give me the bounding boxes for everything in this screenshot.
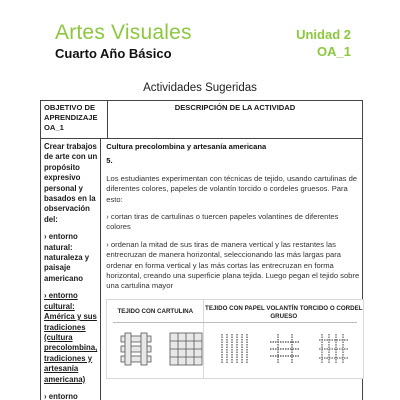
activity-title: Cultura precolombina y artesanía americana bbox=[106, 142, 267, 151]
objective-item-natural: › entorno natural: naturaleza y paisaje americano bbox=[44, 232, 90, 283]
figure-divider bbox=[113, 322, 357, 323]
objective-item-cultural: › entorno cultural: América y sus tradiciones (cultura precolombina, tradiciones y artesanía americana) bbox=[44, 291, 98, 384]
activity-bullet: › cortan tiras de cartulinas o tuercen papeles volantines de diferentes colores bbox=[106, 212, 339, 232]
page-title: Artes Visuales bbox=[55, 21, 192, 44]
table-row bbox=[41, 139, 362, 400]
objective-item-third: › entorno bbox=[44, 391, 78, 400]
figure-label-twisted: TEJIDO CON PAPEL VOLANTÍN TORCIDO O CORDEL GRUESO bbox=[205, 304, 363, 320]
page-subtitle: Cuarto Año Básico bbox=[55, 46, 172, 61]
weave-twisted-cross bbox=[268, 332, 302, 366]
weave-cardboard-dense bbox=[169, 332, 203, 366]
activity-number: 5. bbox=[106, 156, 113, 166]
page-header bbox=[55, 22, 192, 61]
activity-cell bbox=[101, 139, 369, 400]
weave-twisted-vertical bbox=[218, 332, 252, 366]
weave-twisted-dense bbox=[317, 332, 351, 366]
activity-bullet: › ordenan la mitad de sus tiras de manera vertical y las restantes las entrecruzan de manera horizontal, seleccionando las más largas para ordenar en forma vertical y las más cortas las entrecruzan en forma horizontal, creando una superficie plana tejida. Luego pegan el tejido sobre una cartulina mayor bbox=[106, 239, 360, 291]
oa-label: OA_1 bbox=[317, 44, 351, 59]
activity-paragraph: Los estudiantes experimentan con técnicas de tejido, usando cartulinas de diferentes colores, papeles de volantín torcido o cordeles gruesos. Para esto: bbox=[106, 173, 358, 204]
weave-cardboard-sparse bbox=[119, 332, 153, 366]
unit-block bbox=[296, 26, 351, 60]
weave-samples bbox=[107, 332, 363, 366]
header-description: DESCRIPCIÓN DE LA ACTIVIDAD bbox=[174, 103, 296, 112]
weaving-illustration bbox=[106, 299, 364, 379]
figure-label-cardboard: TEJIDO CON CARTULINA bbox=[117, 307, 194, 315]
activities-table bbox=[40, 100, 363, 400]
table-header-row bbox=[41, 101, 362, 139]
objective-cell bbox=[41, 139, 101, 400]
unit-label: Unidad 2 bbox=[296, 27, 351, 42]
objective-intro: Crear trabajos de arte con un propósito expresivo personal y basados en la observación del: bbox=[44, 142, 98, 224]
header-objective: OBJETIVO DE APRENDIZAJE OA_1 bbox=[41, 101, 108, 138]
section-title: Actividades Sugeridas bbox=[143, 82, 257, 94]
